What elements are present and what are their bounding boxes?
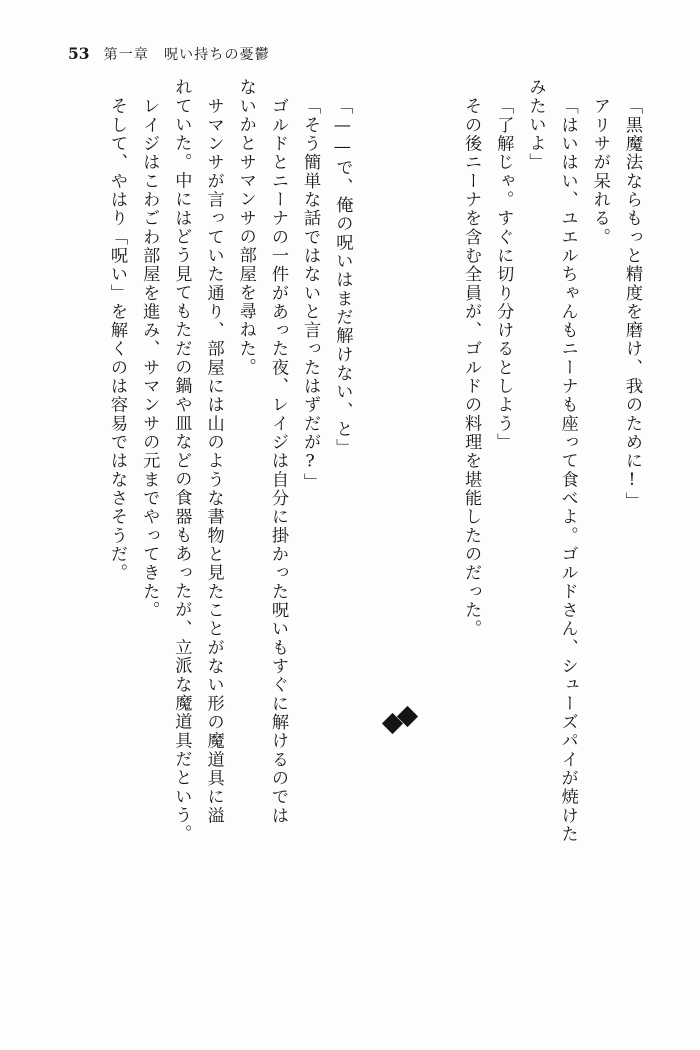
vertical-text-body [64,78,640,1016]
diamond-separator [385,78,415,1016]
page-header [68,44,632,64]
text-column [417,78,447,1016]
chapter-title: 第一章 呪い持ちの憂鬱 [103,47,270,63]
text-column: 「はいはい、ユエルちゃんもニーナも座って食べよ。ゴルドさん、シューズパイが焼けた [557,97,578,844]
page-number: 53 [68,44,90,63]
text-column: サマンサが言っていた通り、部屋には山のような書物と見たことがない形の魔道具に溢 [203,97,224,825]
text-column: ゴルドとニーナの一件があった夜、レイジは自分に掛かった呪いもすぐに解けるのでは [267,97,288,825]
text-column: 「そう簡単な話ではないと言ったはずだが?」 [300,97,321,492]
text-column: その後ニーナを含む全員が、ゴルドの料理を堪能したのだった。 [461,97,482,639]
text-column: れていた。中にはどう見てもただの鍋や皿などの食器もあったが、立派な魔道具だという。 [171,78,192,844]
text-column [353,78,383,1016]
text-column: ないかとサマンサの部屋を尋ねた。 [235,78,256,377]
text-column: アリサが呆れる。 [589,97,610,247]
text-column: 「黒魔法ならもっと精度を磨け、我のために!」 [622,97,642,511]
text-column: レイジはこわごわ部屋を進み、サマンサの元までやってきた。 [139,97,160,620]
text-column: みたいよ」 [525,78,546,172]
text-column: 「了解じゃ。すぐに切り分けるとしよう」 [493,97,514,452]
text-column: 「——で、俺の呪いはまだ解けない、と」 [332,97,353,458]
text-column: そして、やはり「呪い」を解くのは容易ではなさそうだ。 [107,97,127,583]
